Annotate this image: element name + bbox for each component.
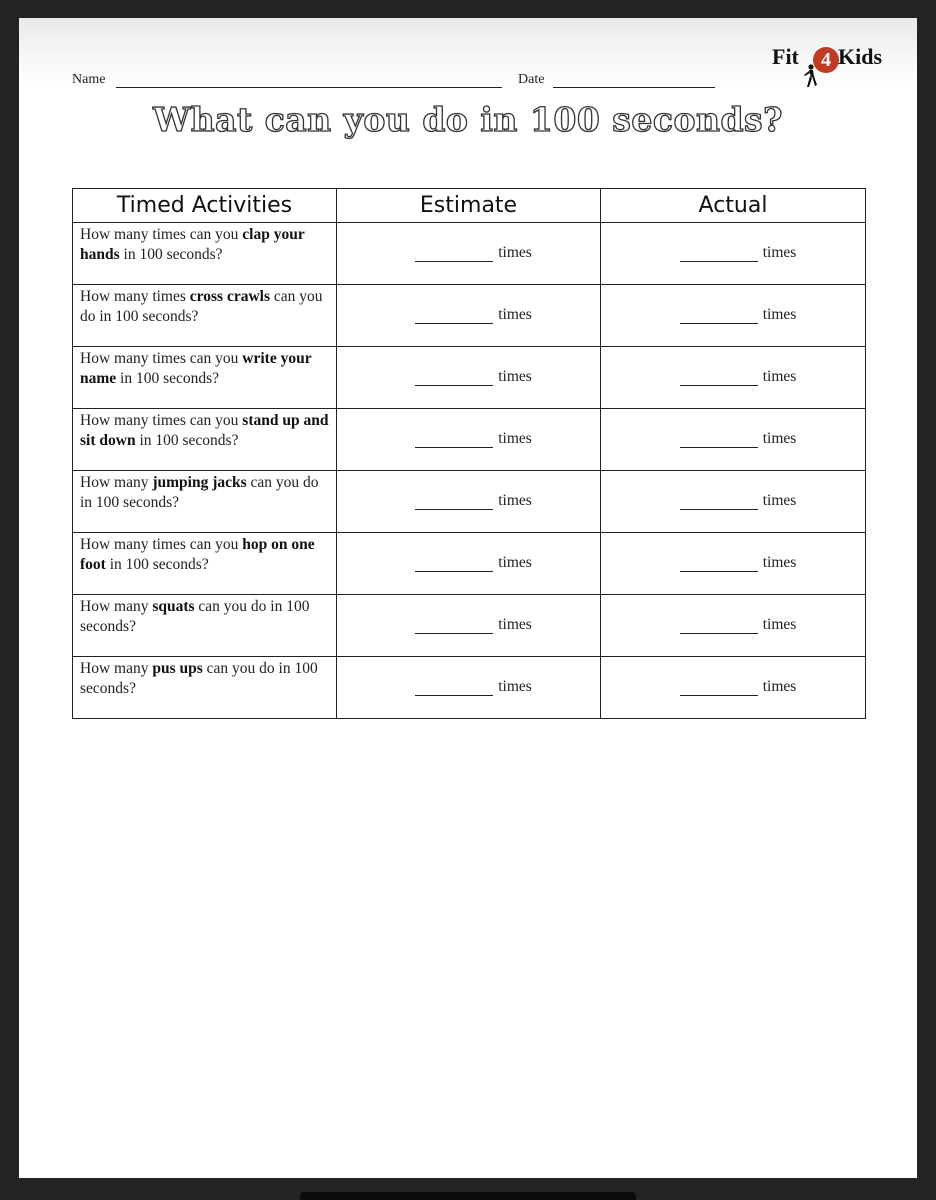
unit-label: times [498, 492, 532, 509]
estimate-answer [415, 306, 532, 324]
actual-blank[interactable] [680, 495, 758, 510]
bottom-bar [300, 1192, 636, 1200]
actual-answer [680, 616, 797, 634]
unit-label: times [762, 430, 797, 447]
estimate-answer [415, 430, 532, 448]
activity-highlight: jumping jacks [152, 474, 247, 491]
unit-label: times [498, 244, 532, 261]
activity-question [73, 223, 337, 285]
estimate-answer [415, 368, 532, 386]
activity-question [73, 533, 337, 595]
activity-text: How many times [80, 288, 190, 305]
activity-text: How many [80, 598, 153, 615]
activity-text: How many times can you [80, 412, 243, 429]
unit-label: times [498, 368, 532, 385]
name-field[interactable] [116, 87, 502, 88]
estimate-cell [337, 471, 601, 533]
activity-highlight: squats [152, 598, 195, 615]
fit4kids-logo [772, 40, 902, 88]
actual-cell [601, 409, 866, 471]
estimate-blank[interactable] [415, 619, 493, 634]
estimate-blank[interactable] [415, 495, 493, 510]
worksheet-title: What can you do in 100 seconds? [153, 100, 783, 139]
estimate-blank[interactable] [415, 557, 493, 572]
activity-highlight: write your name [80, 350, 312, 387]
estimate-cell [337, 533, 601, 595]
actual-cell [601, 223, 866, 285]
estimate-blank[interactable] [415, 309, 493, 324]
column-header-activities: Timed Activities [73, 189, 337, 223]
actual-blank[interactable] [680, 557, 758, 572]
unit-label: times [762, 554, 797, 571]
activity-question [73, 657, 337, 719]
actual-blank[interactable] [680, 371, 758, 386]
table-row [73, 595, 866, 657]
actual-blank[interactable] [680, 619, 758, 634]
estimate-cell [337, 657, 601, 719]
column-header-estimate: Estimate [337, 189, 601, 223]
date-label: Date [518, 72, 545, 87]
table-row [73, 223, 866, 285]
activity-highlight: cross crawls [189, 288, 270, 305]
activity-text: How many [80, 474, 153, 491]
name-label: Name [72, 72, 106, 87]
activity-highlight: clap your hands [80, 226, 305, 263]
actual-answer [680, 368, 797, 386]
actual-blank[interactable] [680, 309, 758, 324]
activity-text: in 100 seconds? [119, 245, 223, 263]
unit-label: times [498, 430, 532, 447]
actual-blank[interactable] [680, 433, 758, 448]
activity-text: can you do in 100 seconds? [80, 660, 318, 697]
activity-text: How many times can you [80, 536, 243, 553]
unit-label: times [498, 616, 532, 633]
logo-number-badge: 4 [813, 47, 839, 73]
estimate-cell [337, 409, 601, 471]
actual-cell [601, 595, 866, 657]
estimate-blank[interactable] [415, 247, 493, 262]
logo-text-right: Kids [838, 44, 883, 69]
actual-answer [680, 430, 797, 448]
actual-answer [680, 244, 797, 262]
unit-label: times [498, 306, 532, 323]
actual-blank[interactable] [680, 247, 758, 262]
column-header-actual: Actual [601, 189, 866, 223]
actual-cell [601, 657, 866, 719]
actual-answer [680, 554, 797, 572]
actual-answer [680, 678, 797, 696]
table-row [73, 409, 866, 471]
activity-text: How many [80, 660, 153, 677]
activity-text: How many times can you [80, 226, 243, 243]
actual-answer [680, 492, 797, 510]
activity-text: can you do in 100 seconds? [80, 288, 323, 325]
activity-question [73, 347, 337, 409]
running-child-icon [802, 64, 818, 88]
activities-table [72, 188, 866, 719]
activity-question [73, 471, 337, 533]
estimate-answer [415, 678, 532, 696]
table-row [73, 471, 866, 533]
estimate-cell [337, 285, 601, 347]
actual-cell [601, 533, 866, 595]
table-header-row [73, 189, 866, 223]
estimate-blank[interactable] [415, 433, 493, 448]
activity-question [73, 285, 337, 347]
table-row [73, 285, 866, 347]
activity-text: in 100 seconds? [116, 369, 220, 387]
actual-cell [601, 471, 866, 533]
logo-text-left: Fit [772, 44, 799, 69]
activities-table-body [73, 223, 866, 719]
unit-label: times [498, 678, 532, 695]
activity-text: in 100 seconds? [105, 555, 209, 573]
date-field[interactable] [553, 87, 715, 88]
activity-text: How many times can you [80, 350, 243, 367]
estimate-blank[interactable] [415, 681, 493, 696]
unit-label: times [762, 678, 797, 695]
table-row [73, 347, 866, 409]
activity-highlight: hop on one foot [80, 536, 315, 573]
activity-highlight: stand up and sit down [80, 412, 329, 449]
estimate-answer [415, 616, 532, 634]
estimate-cell [337, 595, 601, 657]
estimate-answer [415, 554, 532, 572]
unit-label: times [498, 554, 532, 571]
estimate-answer [415, 244, 532, 262]
unit-label: times [762, 244, 797, 261]
estimate-cell [337, 347, 601, 409]
actual-cell [601, 285, 866, 347]
table-row [73, 533, 866, 595]
unit-label: times [762, 306, 797, 323]
activity-text: can you do in 100 seconds? [80, 474, 319, 511]
estimate-answer [415, 492, 532, 510]
actual-answer [680, 306, 797, 324]
table-row [73, 657, 866, 719]
activity-highlight: pus ups [152, 660, 203, 677]
unit-label: times [762, 368, 797, 385]
actual-cell [601, 347, 866, 409]
activity-text: in 100 seconds? [135, 431, 239, 449]
activity-question [73, 595, 337, 657]
unit-label: times [762, 492, 797, 509]
activity-text: can you do in 100 seconds? [80, 598, 310, 635]
estimate-blank[interactable] [415, 371, 493, 386]
activity-question [73, 409, 337, 471]
estimate-cell [337, 223, 601, 285]
worksheet-page [19, 18, 917, 1178]
actual-blank[interactable] [680, 681, 758, 696]
unit-label: times [762, 616, 797, 633]
